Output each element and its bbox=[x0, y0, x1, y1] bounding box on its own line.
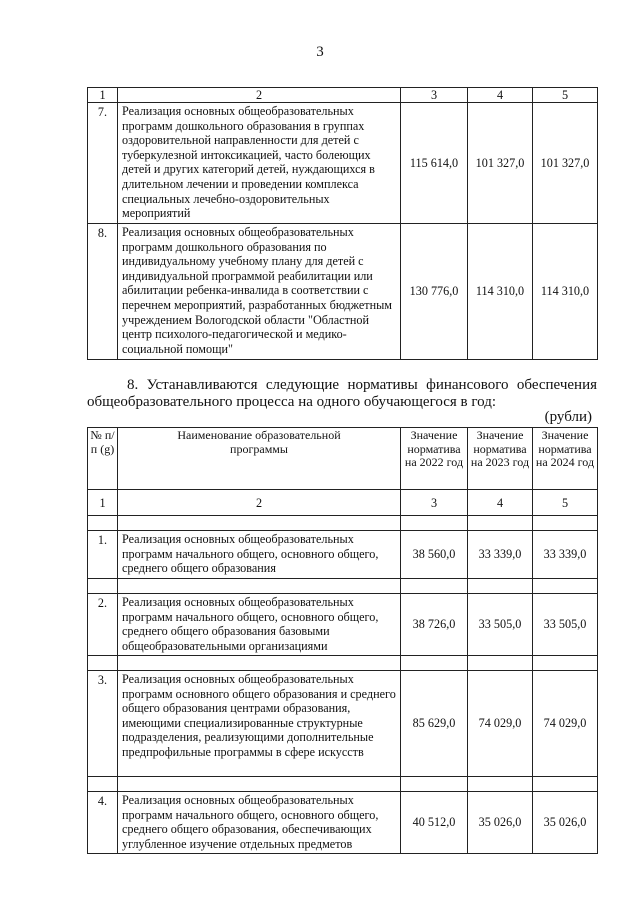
value-2023: 33 505,0 bbox=[468, 594, 533, 656]
spacer-row bbox=[88, 777, 598, 792]
table-row bbox=[88, 531, 598, 579]
spacer-row bbox=[88, 579, 598, 594]
program-name: Реализация основных общеобразовательных программ начального общего, основного общего, среднего общего образования bbox=[118, 531, 401, 579]
column-number: 5 bbox=[533, 490, 598, 516]
column-numbers-row bbox=[88, 88, 598, 103]
currency-unit: (рубли) bbox=[544, 409, 592, 425]
program-name: Реализация основных общеобразовательных программ дошкольного образования в группах оздоровительной направленности для детей с туберкулезной интоксикацией, часто болеющих детей и других категорий детей, нуждающихся в длительном лечении и проведении комплекса специальных лечебно-оздоровительных мероприятий bbox=[118, 103, 401, 224]
table-row bbox=[88, 671, 598, 777]
paragraph-line: 8. Устанавливаются следующие нормативы финансового обеспечения bbox=[127, 377, 597, 393]
spacer-row bbox=[88, 656, 598, 671]
program-name: Реализация основных общеобразовательных программ дошкольного образования по индивидуальному учебному плану для детей с индивидуальной программой реабилитации или абилитации ребенка-инвалида в соответствии с перечнем мероприятий, разработанных бюджетным учреждением Вологодской области "Областной центр психолого-педагогической и медико-социальной помощи" bbox=[118, 224, 401, 360]
value-2022: 130 776,0 bbox=[401, 224, 468, 360]
page-number: 3 bbox=[316, 44, 324, 60]
value-2022: 115 614,0 bbox=[401, 103, 468, 224]
table-row bbox=[88, 103, 598, 224]
header-value-2022: Значение норматива на 2022 год bbox=[401, 428, 468, 490]
header-number: № п/п (g) bbox=[88, 428, 118, 490]
spacer-row bbox=[88, 516, 598, 531]
column-number: 1 bbox=[88, 490, 118, 516]
row-number: 1. bbox=[88, 531, 118, 579]
program-name: Реализация основных общеобразовательных программ основного общего образования и среднего общего образования центрами образования, имеющими специализированные структурные подразделения, реализующими дополнительные предпрофильные программы в сфере искусств bbox=[118, 671, 401, 777]
program-name: Реализация основных общеобразовательных программ начального общего, основного общего, среднего общего образования базовыми общеобразовательными организациями bbox=[118, 594, 401, 656]
norms-table bbox=[87, 427, 598, 854]
row-number: 4. bbox=[88, 792, 118, 854]
value-2023: 114 310,0 bbox=[468, 224, 533, 360]
column-number: 2 bbox=[118, 88, 401, 103]
column-number: 1 bbox=[88, 88, 118, 103]
header-program-name: Наименование образовательной программы bbox=[118, 428, 401, 490]
value-2024: 35 026,0 bbox=[533, 792, 598, 854]
row-number: 8. bbox=[88, 224, 118, 360]
column-number: 3 bbox=[401, 490, 468, 516]
header-value-2023: Значение норматива на 2023 год bbox=[468, 428, 533, 490]
column-numbers-row bbox=[88, 490, 598, 516]
norms-table-continuation bbox=[87, 87, 598, 360]
section-8-paragraph bbox=[87, 377, 597, 411]
value-2024: 33 339,0 bbox=[533, 531, 598, 579]
value-2024: 33 505,0 bbox=[533, 594, 598, 656]
header-value-2024: Значение норматива на 2024 год bbox=[533, 428, 598, 490]
row-number: 2. bbox=[88, 594, 118, 656]
column-number: 3 bbox=[401, 88, 468, 103]
value-2023: 101 327,0 bbox=[468, 103, 533, 224]
table-row bbox=[88, 594, 598, 656]
column-number: 4 bbox=[468, 490, 533, 516]
column-number: 2 bbox=[118, 490, 401, 516]
value-2022: 40 512,0 bbox=[401, 792, 468, 854]
paragraph-line: общеобразовательного процесса на одного обучающегося в год: bbox=[87, 394, 497, 410]
column-number: 5 bbox=[533, 88, 598, 103]
table-row bbox=[88, 224, 598, 360]
program-name: Реализация основных общеобразовательных программ начального общего, основного общего, среднего общего образования, обеспечивающих углубленное изучение отдельных предметов bbox=[118, 792, 401, 854]
value-2022: 38 726,0 bbox=[401, 594, 468, 656]
value-2024: 74 029,0 bbox=[533, 671, 598, 777]
column-number: 4 bbox=[468, 88, 533, 103]
row-number: 7. bbox=[88, 103, 118, 224]
value-2022: 85 629,0 bbox=[401, 671, 468, 777]
value-2023: 74 029,0 bbox=[468, 671, 533, 777]
table-row bbox=[88, 792, 598, 854]
value-2024: 101 327,0 bbox=[533, 103, 598, 224]
header-row bbox=[88, 428, 598, 490]
value-2024: 114 310,0 bbox=[533, 224, 598, 360]
value-2023: 35 026,0 bbox=[468, 792, 533, 854]
row-number: 3. bbox=[88, 671, 118, 777]
value-2022: 38 560,0 bbox=[401, 531, 468, 579]
value-2023: 33 339,0 bbox=[468, 531, 533, 579]
